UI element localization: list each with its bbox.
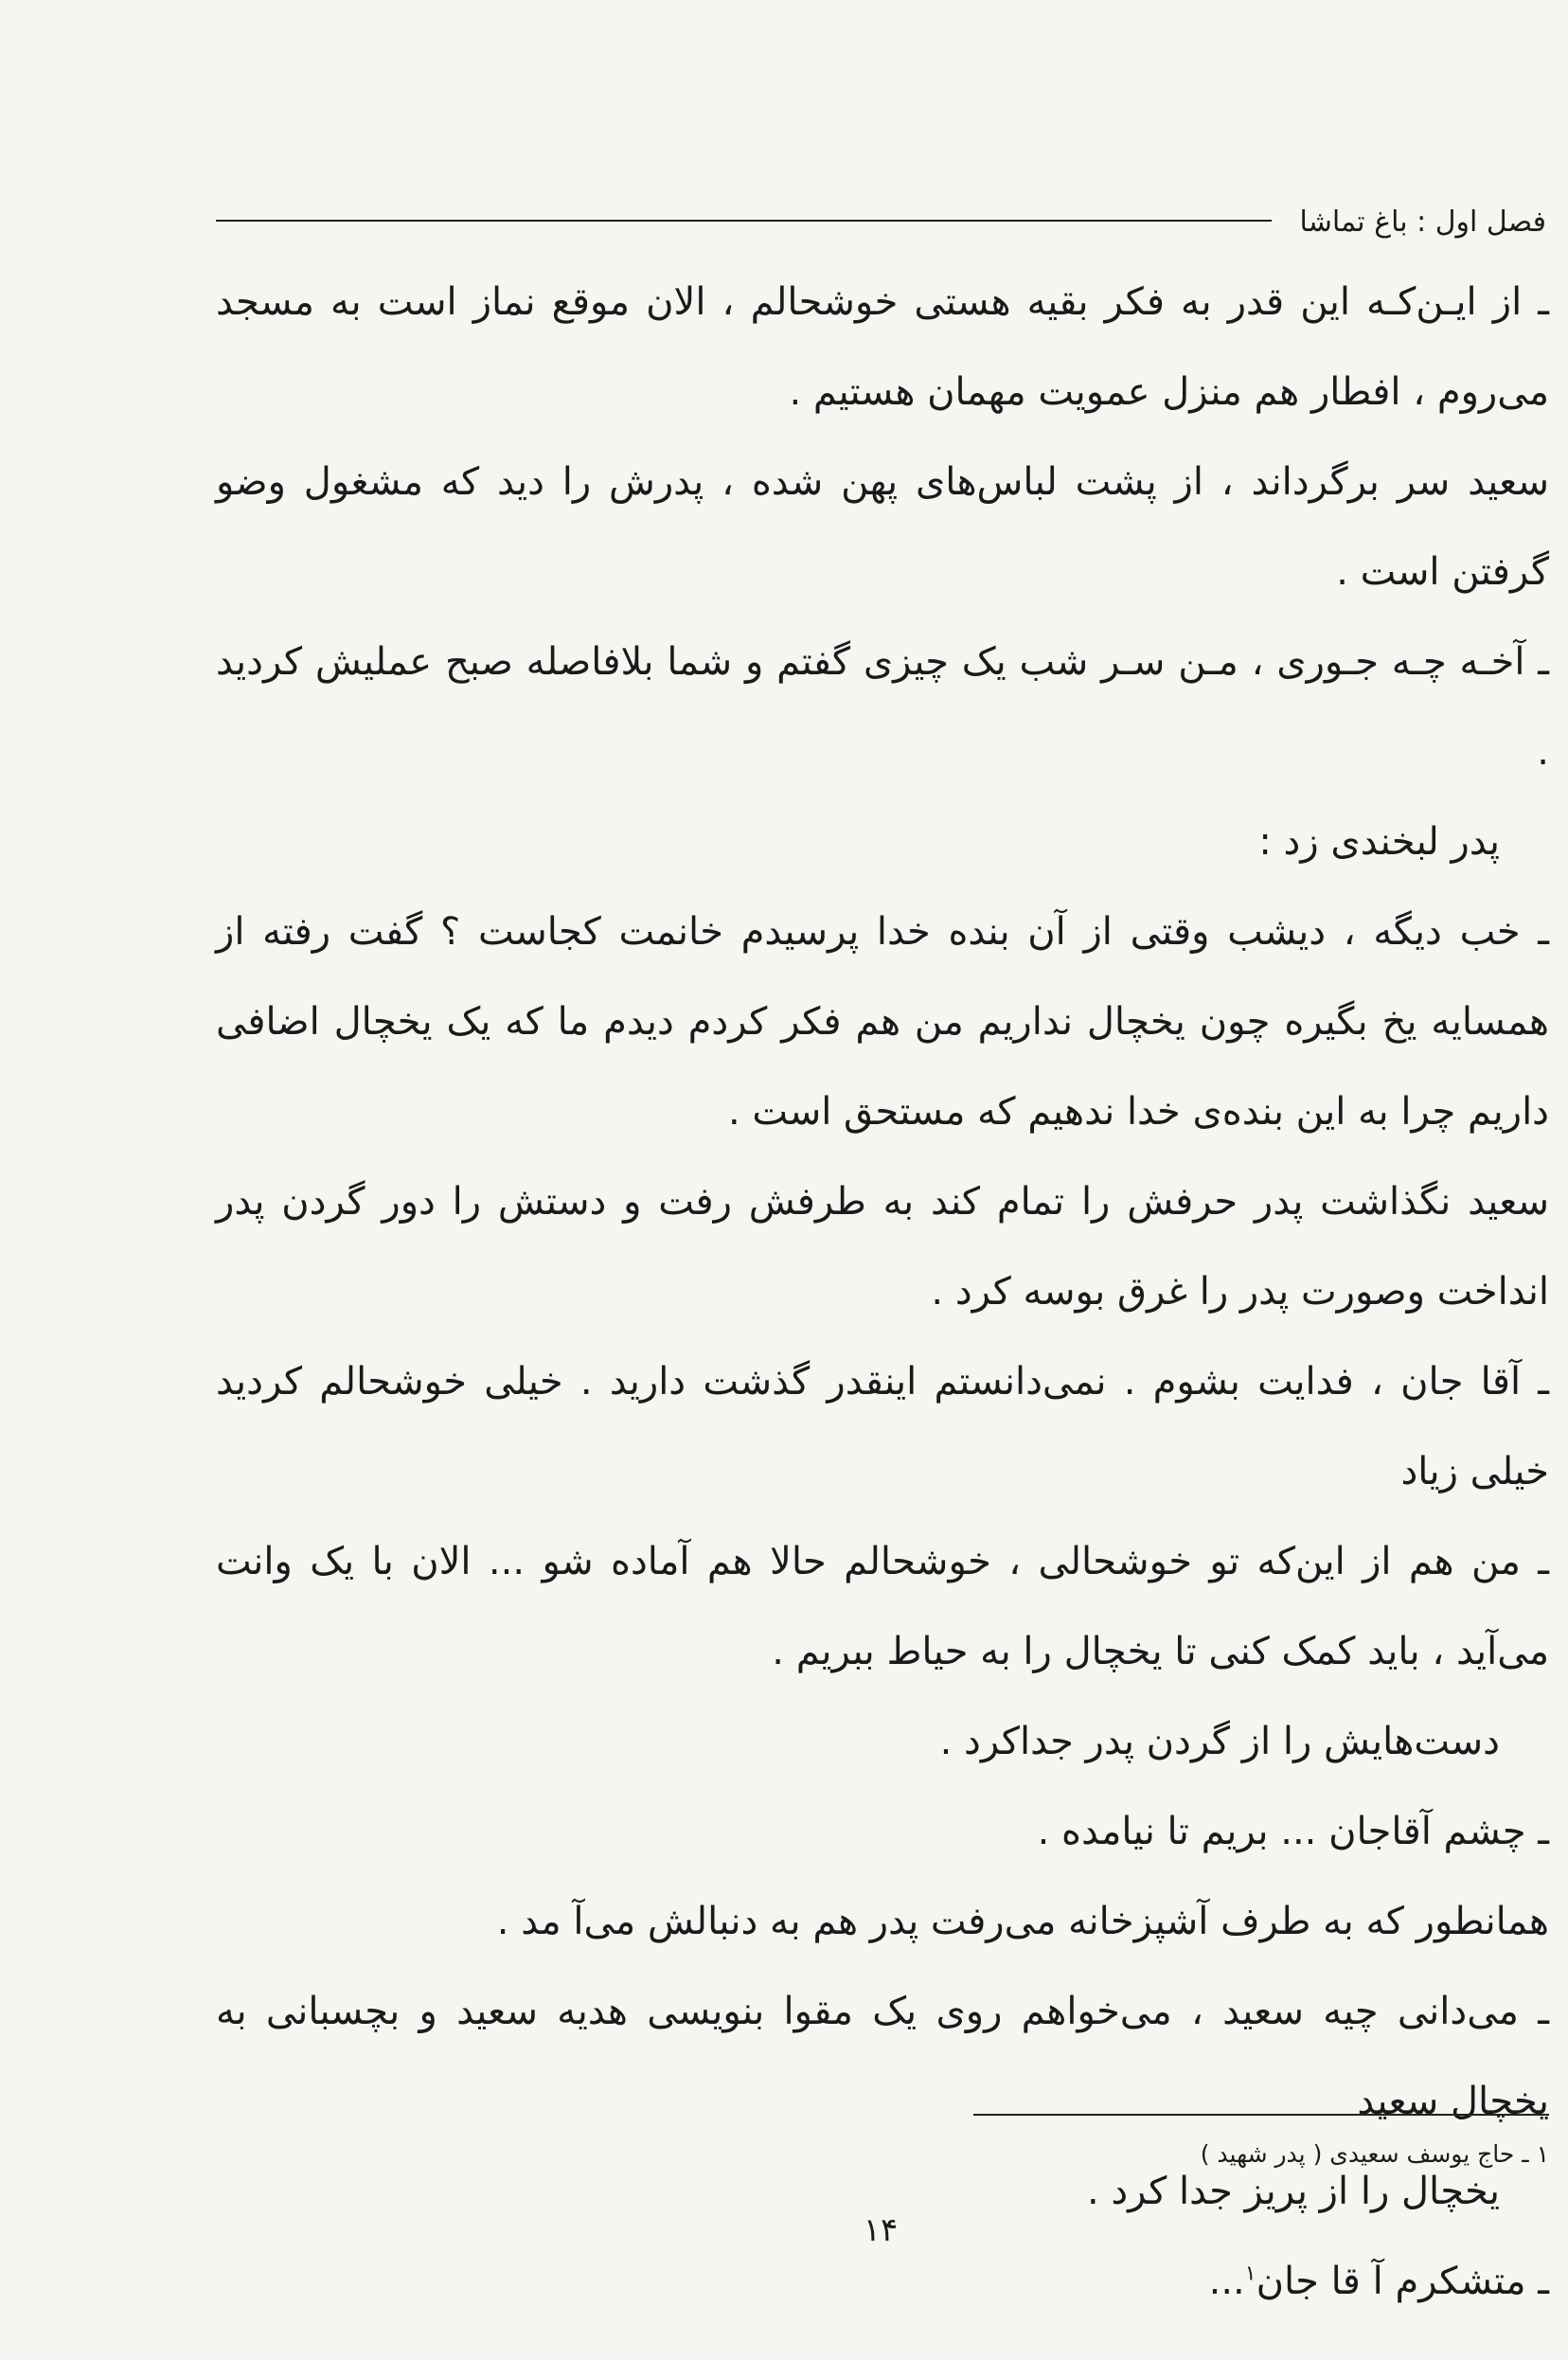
running-header	[216, 194, 1546, 251]
footnote: ۱ ـ حاج یوسف سعیدی ( پدر شهید )	[1200, 2140, 1549, 2168]
paragraph: ـ از ایـن‌کـه این قدر به فکر بقیه هستی خوشحالم ، الان موقع نماز است به مسجد می‌روم ، افطار هم منزل عمویت مهمان هستیم .	[216, 280, 1549, 414]
footnote-marker: ۱	[1244, 2262, 1256, 2286]
final-line-ellipsis: ...	[1208, 2260, 1245, 2303]
paragraph: ـ می‌دانی چیه سعید ، می‌خواهم روی یک مقوا بنویسی هدیه سعید و بچسبانی به یخچال سعید	[216, 1990, 1549, 2123]
page-number: ۱۴	[863, 2211, 899, 2249]
paragraph: ـ خب دیگه ، دیشب وقتی از آن بنده خدا پرسیدم خانمت کجاست ؟ گفت رفته از همسایه یخ بگیره چون یخچال نداریم من هم فکر کردم دیدم ما که یک یخچال اضافی داریم چرا به این بنده‌ی خدا ندهیم که مستحق است .	[216, 910, 1549, 1134]
footnote-rule	[973, 2114, 1549, 2116]
body-text	[216, 258, 1549, 2327]
header-rule	[216, 220, 1272, 222]
paragraph: ـ آخـه چـه جـوری ، مـن سـر شب یک چیزی گفتم و شما بلافاصله صبح عملیش کردید .	[216, 640, 1549, 774]
final-line-text: ـ متشکرم آ قا جان	[1256, 2260, 1549, 2303]
paragraph: ـ چشم آقاجان ... بریم تا نیامده .	[1037, 1810, 1549, 1853]
chapter-title: فصل اول : باغ تماشا	[1299, 206, 1546, 239]
paragraph: سعید نگذاشت پدر حرفش را تمام کند به طرفش رفت و دستش را دور گردن پدر انداخت وصورت پدر را غرق بوسه کرد .	[216, 1180, 1549, 1314]
paragraph: یخچال را از پریز جدا کرد .	[1086, 2170, 1500, 2213]
paragraph: ـ آقا جان ، فدایت بشوم . نمی‌دانستم اینقدر گذشت دارید . خیلی خوشحالم کردید خیلی زیاد	[216, 1360, 1549, 1493]
paragraph: دست‌هایش را از گردن پدر جداکرد .	[939, 1720, 1500, 1763]
paragraph: ـ من هم از این‌که تو خوشحالی ، خوشحالم حالا هم آماده شو ... الان با یک وانت می‌آید ، باید کمک کنی تا یخچال را به حیاط ببریم .	[216, 1540, 1549, 1673]
paragraph: پدر لبخندی زد :	[1258, 820, 1500, 864]
paragraph: همانطور که به طرف آشپزخانه می‌رفت پدر هم به دنبالش می‌آ مد .	[496, 1900, 1549, 1943]
paragraph: سعید سر برگرداند ، از پشت لباس‌های پهن شده ، پدرش را دید که مشغول وضو گرفتن است .	[216, 460, 1549, 594]
